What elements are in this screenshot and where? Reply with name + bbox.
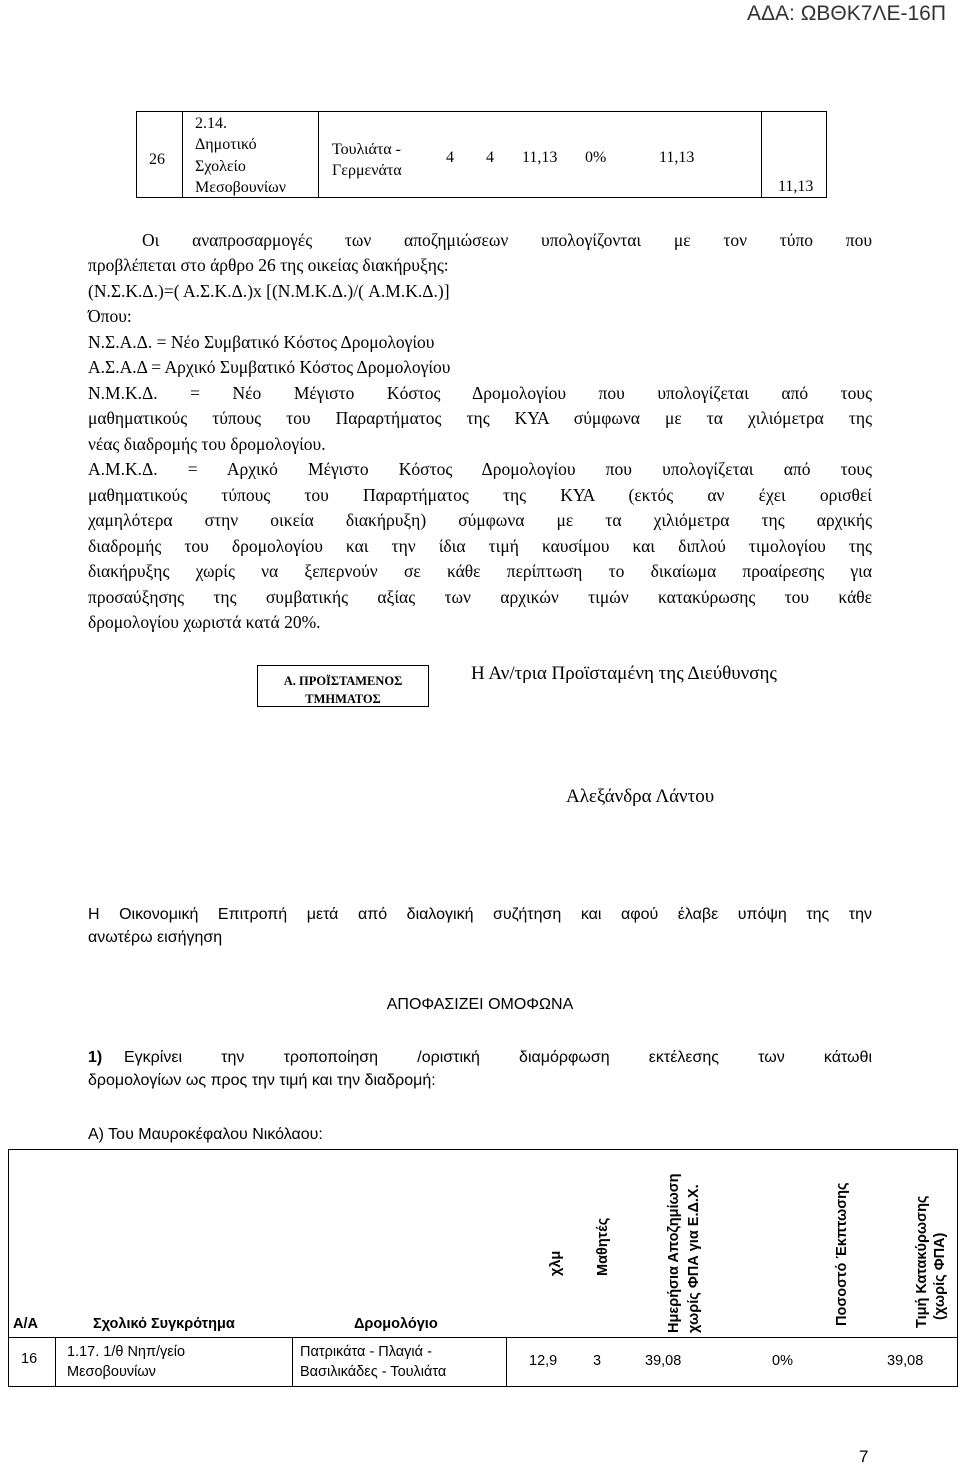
route-line: Τουλιάτα -: [332, 141, 401, 158]
signature-role: [260, 672, 426, 708]
students-value: 4: [486, 149, 494, 166]
price-value: 11,13: [659, 149, 695, 166]
paragraph-line: Οι αναπροσαρμογές των αποζημιώσεων υπολογίζονται με τον τύπο που: [142, 230, 872, 250]
header-daily-line: χωρίς ΦΠΑ για Ε.Δ.Χ.: [686, 1184, 702, 1333]
discount-value: 0%: [585, 149, 607, 166]
row-route: [300, 1342, 446, 1382]
row-route-line: Βασιλικάδες - Τουλιάτα: [300, 1364, 447, 1380]
school-line: Δημοτικό: [195, 136, 257, 153]
ada-stamp: ΑΔΑ: ΩΒΘΚ7ΛΕ-16Π: [747, 2, 946, 25]
definition-line: διακήρυξης χωρίς να ξεπερνούν σε κάθε περίπτωση το δικαίωμα προαίρεσης για: [88, 561, 872, 581]
row-price: 39,08: [887, 1353, 924, 1369]
header-school: Σχολικό Συγκρότημα: [93, 1316, 235, 1332]
header-km: χλμ: [548, 1250, 564, 1276]
page-number: 7: [859, 1447, 869, 1466]
contractor-label: Α) Του Μαυροκέφαλου Νικόλαου:: [88, 1126, 323, 1143]
formula: (Ν.Σ.Κ.Δ.)=( Α.Σ.Κ.Δ.)x [(Ν.Μ.Κ.Δ.)/( Α.Μ.Κ.Δ.)]: [88, 281, 450, 301]
decision-heading: ΑΠΟΦΑΣΙΖΕΙ ΟΜΟΦΩΝΑ: [386, 996, 574, 1013]
header-aa: Α/Α: [13, 1316, 38, 1332]
header-route: Δρομολόγιο: [354, 1316, 438, 1332]
km-value: 4: [446, 149, 454, 166]
row-aa: 16: [21, 1351, 38, 1367]
school-line: Σχολείο: [195, 158, 246, 175]
header-divider: [9, 1337, 957, 1338]
header-price-line: (χωρίς ΦΠΑ): [932, 1232, 948, 1320]
definition-line: μαθηματικούς τύπους του Παραρτήματος της ΚΥΑ (εκτός αν έχει ορισθεί: [88, 485, 872, 505]
header-price-line: Τιμή Κατακύρωσης: [914, 1195, 930, 1328]
row-school: [67, 1342, 185, 1382]
row-daily: 39,08: [645, 1353, 682, 1369]
definition-line: δρομολογίου χωριστά κατά 20%.: [88, 612, 321, 632]
where-label: Όπου:: [88, 306, 132, 326]
signature-title: Η Αν/τρια Προϊσταμένη της Διεύθυνσης: [471, 663, 777, 684]
definition-line: Ν.Σ.Α.Δ. = Νέο Συμβατικό Κόστος Δρομολογίου: [88, 332, 435, 352]
definition-line: Α.Σ.Α.Δ = Αρχικό Συμβατικό Κόστος Δρομολογίου: [88, 357, 451, 377]
column-divider: [55, 1337, 56, 1386]
extra-value: 11,13: [778, 178, 814, 195]
column-divider: [761, 112, 762, 197]
signature-name: Αλεξάνδρα Λάντου: [566, 786, 715, 807]
row-number: 26: [149, 151, 165, 168]
header-discount: Ποσοστό Έκπτωσης: [834, 1182, 850, 1326]
paragraph-line: προβλέπεται στο άρθρο 26 της οικείας διακήρυξης:: [88, 255, 449, 275]
routes-table: [8, 1149, 958, 1387]
definition-line: προσαύξησης της συμβατικής αξίας των αρχικών τιμών κατακύρωσης του κάθε: [88, 587, 872, 607]
definition-line: μαθηματικούς τύπους του Παραρτήματος της ΚΥΑ σύμφωνα με τα χιλιόμετρα της: [88, 408, 872, 428]
row-discount: 0%: [772, 1353, 793, 1369]
column-divider: [292, 1337, 293, 1386]
column-divider: [318, 112, 319, 197]
school-line: 2.14.: [195, 115, 227, 132]
decision-item-line: δρομολογίων ως προς την τιμή και την διαδρομή:: [88, 1072, 436, 1089]
column-divider: [182, 112, 183, 197]
row-school-line: 1.17. 1/θ Νηπ/γείο: [67, 1344, 186, 1360]
row-students: 3: [593, 1353, 602, 1369]
signature-role-line: ΤΜΗΜΑΤΟΣ: [305, 692, 381, 706]
school-line: Μεσοβουνίων: [195, 179, 286, 196]
row-school-line: Μεσοβουνίων: [67, 1364, 156, 1380]
definition-line: χαμηλότερα στην οικεία διακήρυξη) σύμφωνα με τα χιλιόμετρα της αρχικής: [88, 510, 872, 530]
definition-line: Α.Μ.Κ.Δ. = Αρχικό Μέγιστο Κόστος Δρομολογίου που υπολογίζεται από τους: [88, 459, 872, 479]
definition-line: νέας διαδρομής του δρομολογίου.: [88, 434, 326, 454]
column-divider: [506, 1337, 507, 1386]
definition-line: διαδρομής του δρομολογίου και την ίδια τιμή καυσίμου και διπλού τιμολογίου της: [88, 536, 872, 556]
row-route-line: Πατρικάτα - Πλαγιά -: [300, 1344, 432, 1360]
decision-intro-line: Η Οικονομική Επιτροπή μετά από διαλογική συζήτηση και αφού έλαβε υπόψη της την: [88, 906, 872, 923]
daily-value: 11,13: [522, 149, 558, 166]
definition-line: Ν.Μ.Κ.Δ. = Νέο Μέγιστο Κόστος Δρομολογίου που υπολογίζεται από τους: [88, 383, 872, 403]
header-daily-line: Ημερήσια Αποζημίωση: [666, 1173, 682, 1333]
decision-item-line: Εγκρίνει την τροποποίηση /οριστική διαμόρφωση εκτέλεσης των κάτωθι: [124, 1049, 872, 1066]
row-km: 12,9: [529, 1353, 558, 1369]
header-students: Μαθητές: [595, 1217, 611, 1276]
top-table-row: [136, 111, 827, 198]
decision-item-number: 1): [88, 1049, 103, 1066]
decision-intro-line: ανωτέρω εισήγηση: [88, 929, 223, 946]
signature-role-line: Α. ΠΡΟΪΣΤΑΜΕΝΟΣ: [283, 674, 403, 688]
route-line: Γερμενάτα: [332, 162, 402, 179]
